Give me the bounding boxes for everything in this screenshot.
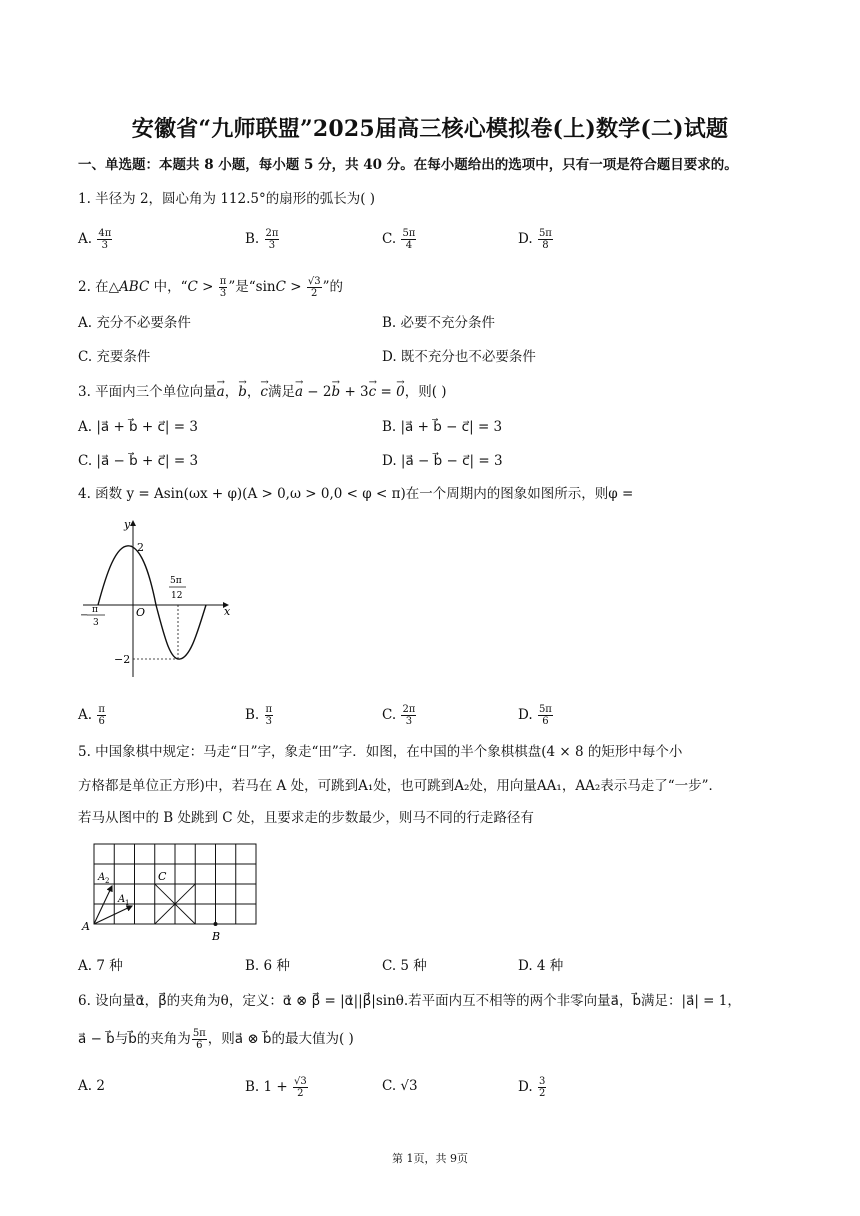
min-label: −2 [114, 653, 131, 666]
q4-option-c: C. $\frac{2\pi}{3}$ [382, 704, 416, 727]
q2-option-d: D. 既不充分也不必要条件 [382, 349, 536, 365]
q3-option-d: D. |a⃗ − b⃗ − c⃗| = 3 [382, 453, 503, 469]
label-A2: A [98, 872, 106, 883]
sine-graph [78, 515, 238, 680]
label-A1: A [118, 894, 126, 905]
question-6-line-2: a⃗ − b⃗与b⃗的夹角为 $\frac{5\pi}{6}$ ，则a⃗ ⊗ b⃗的最大值为( ) [78, 1028, 354, 1051]
question-3-stem: 3. 平面内三个单位向量→ a，→ b，→ c满足→ a − 2→ b + 3→ c = → 0，则( ) [78, 382, 447, 402]
q5-option-c: C. 5 种 [382, 958, 427, 974]
q2-option-a: A. 充分不必要条件 [78, 315, 191, 331]
question-5-line-1: 5. 中国象棋中规定：马走“日”字，象走“田”字．如图，在中国的半个象棋棋盘(4 × 8 的矩形中每个小 [78, 744, 683, 760]
q5-option-b: B. 6 种 [245, 958, 290, 974]
chess-board-figure [78, 838, 268, 946]
x-axis-label: x [224, 605, 231, 618]
question-6-line-1: 6. 设向量α⃗，β⃗的夹角为θ，定义：α⃗ ⊗ β⃗ = |α⃗||β⃗|sinθ.若平面内互不相等的两个非零向量a⃗，b⃗满足：|a⃗| = 1， [78, 993, 741, 1009]
left-root-num: π [92, 605, 98, 615]
q5-option-d: D. 4 种 [518, 958, 564, 974]
right-root-den: 12 [171, 591, 183, 601]
question-2-stem: 2. 在△ABC 中，“C > $\frac{\pi}{3}$ ”是“sinC > $\frac{√3}{2}$ ”的 [78, 276, 343, 299]
label-B: B [212, 930, 221, 943]
q3-option-b: B. |a⃗ + b⃗ − c⃗| = 3 [382, 419, 503, 435]
q6-option-c: C. √3 [382, 1078, 418, 1094]
vector-AA2 [94, 886, 112, 924]
page-title: 安徽省“九师联盟”2025届高三核心模拟卷(上)数学(二)试题 [131, 116, 729, 142]
origin-label: O [136, 606, 146, 619]
point-B [214, 922, 218, 926]
question-4-stem: 4. 函数 y = Asin(ωx + φ)(A > 0,ω > 0,0 < φ < π)在一个周期内的图象如图所示，则φ = [78, 486, 634, 502]
q1-option-d: D. $\frac{5\pi}{8}$ [518, 228, 552, 251]
q6-option-a: A. 2 [78, 1078, 105, 1094]
q4-option-a: A. $\frac{\pi}{6}$ [78, 704, 105, 727]
question-5-line-3: 若马从图中的 B 处跳到 C 处，且要求走的步数最少，则马不同的行走路径有 [78, 810, 534, 826]
question-1-stem: 1. 半径为 2，圆心角为 112.5°的扇形的弧长为( ) [78, 191, 376, 207]
sine-curve [98, 546, 206, 659]
q5-option-a: A. 7 种 [78, 958, 123, 974]
label-A: A [82, 920, 90, 933]
label-A2-sub: 2 [105, 877, 110, 885]
left-root-den: 3 [93, 618, 99, 628]
q6-option-d: D. $\frac{3}{2}$ [518, 1076, 546, 1099]
q1-option-b: B. $\frac{2\pi}{3}$ [245, 228, 279, 251]
q1-option-a: A. $\frac{4\pi}{3}$ [78, 228, 112, 251]
vector-AA1 [94, 906, 132, 924]
label-C: C [158, 870, 167, 883]
q2-option-c: C. 充要条件 [78, 349, 151, 365]
q6-option-b: B. 1 + $\frac{√3}{2}$ [245, 1076, 307, 1099]
q3-option-c: C. |a⃗ − b⃗ + c⃗| = 3 [78, 453, 199, 469]
y-axis-label: y [124, 518, 131, 531]
section-heading: 一、单选题：本题共 8 小题，每小题 5 分，共 40 分。在每小题给出的选项中，只有一项是符合题目要求的。 [78, 157, 738, 173]
question-5-line-2: 方格都是单位正方形)中，若马在 A 处，可跳到A₁处，也可跳到A₂处，用向量AA₁，AA₂表示马走了“一步”． [78, 778, 723, 794]
max-label: 2 [137, 541, 144, 554]
page-footer: 第 1页，共 9页 [392, 1152, 468, 1165]
right-root-num: 5π [170, 576, 182, 586]
q1-option-c: C. $\frac{5\pi}{4}$ [382, 228, 416, 251]
q3-option-a: A. |a⃗ + b⃗ + c⃗| = 3 [78, 419, 198, 435]
q2-option-b: B. 必要不充分条件 [382, 315, 496, 331]
left-root-sign: − [80, 610, 89, 621]
q4-option-b: B. $\frac{\pi}{3}$ [245, 704, 273, 727]
label-A1-sub: 1 [125, 899, 130, 907]
q4-option-d: D. $\frac{5\pi}{6}$ [518, 704, 552, 727]
